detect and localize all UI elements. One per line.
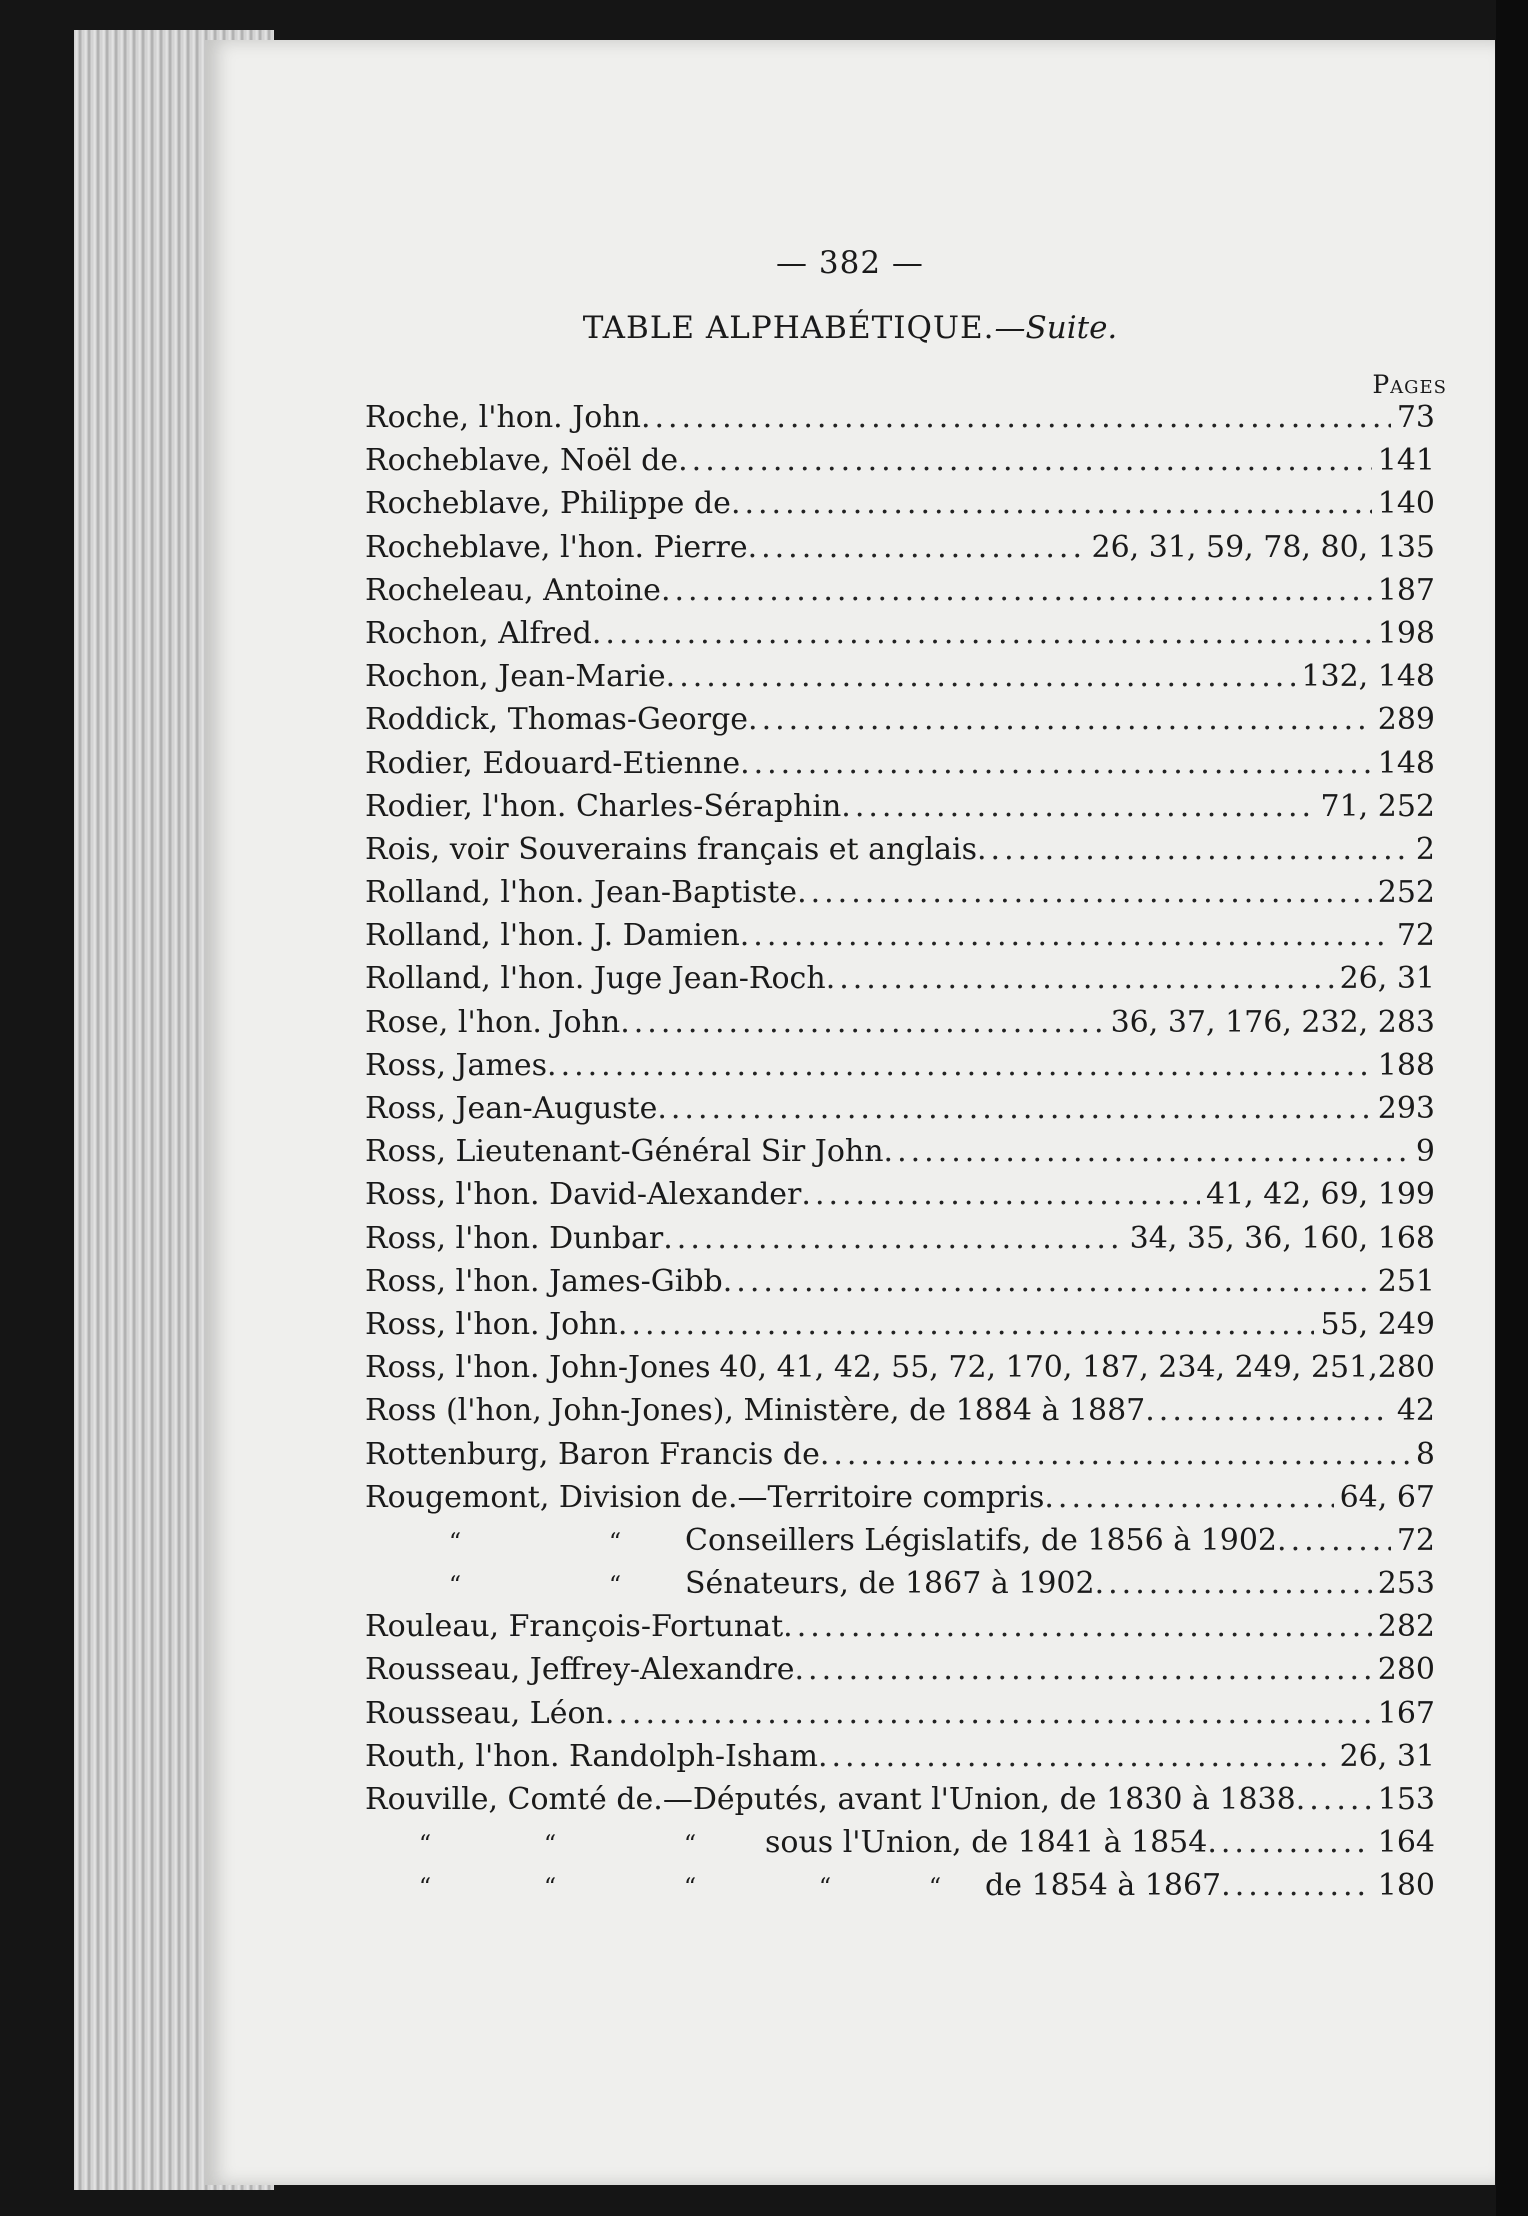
leader-dots [801, 1173, 1200, 1216]
entry-pages: 26, 31 [1339, 1738, 1435, 1774]
index-entry [365, 1389, 1435, 1432]
leader-dots [841, 785, 1314, 828]
leader-dots [797, 871, 1372, 914]
index-entry [365, 914, 1435, 957]
index-entry [365, 957, 1435, 1000]
leader-dots [605, 1692, 1372, 1735]
subentry-text: sous l'Union, de 1841 à 1854 [765, 1825, 1208, 1861]
index-entry [365, 1735, 1435, 1778]
entry-name: Ross, l'hon. David-Alexander [365, 1177, 802, 1213]
entry-pages: 188 [1377, 1047, 1435, 1083]
index-entry [365, 1001, 1435, 1044]
entry-name [365, 1562, 1095, 1605]
leader-dots [661, 569, 1372, 612]
index-entry [365, 396, 1435, 439]
index-entry [365, 1130, 1435, 1173]
entry-name: Rocheblave, Philippe de [365, 486, 731, 522]
index-entry [365, 1173, 1435, 1216]
entry-pages: 132, 148 [1301, 659, 1435, 695]
book-page [205, 40, 1495, 2185]
entry-name: Ross, Lieutenant-Général Sir John [365, 1134, 884, 1170]
ditto-mark: “ [683, 1873, 697, 1902]
entry-name: Ross, l'hon. John [365, 1306, 618, 1342]
ditto-mark: “ [608, 1527, 622, 1556]
subentry-text: de 1854 à 1867 [985, 1868, 1222, 1904]
entry-name: Rois, voir Souverains français et anglais [365, 831, 977, 867]
entry-name: Roddick, Thomas-George [365, 702, 749, 738]
entry-name: Rocheleau, Antoine [365, 572, 661, 608]
index-entry [365, 1433, 1435, 1476]
ditto-mark: “ [418, 1830, 432, 1859]
entry-pages: 41, 42, 69, 199 [1206, 1177, 1435, 1213]
entry-name: Ross, l'hon. Dunbar [365, 1220, 664, 1256]
index-entry [365, 742, 1435, 785]
entry-pages: 280 [1377, 1652, 1435, 1688]
entry-name: Rolland, l'hon. Jean-Baptiste [365, 875, 798, 911]
index-entry [365, 698, 1435, 741]
entry-pages: 180 [1377, 1868, 1435, 1904]
leader-dots [666, 655, 1296, 698]
index-subentry [365, 1821, 1435, 1864]
entry-name: Rolland, l'hon. J. Damien [365, 918, 740, 954]
entry-name: Rose, l'hon. John [365, 1004, 621, 1040]
index-entry [365, 1692, 1435, 1735]
ditto-mark: “ [448, 1527, 462, 1556]
entry-name: Rouville, Comté de.—Députés, avant l'Union, de 1830 à 1838 [365, 1782, 1296, 1817]
leader-dots [795, 1648, 1372, 1691]
entry-pages: 40, 41, 42, 55, 72, 170, 187, 234, 249, 251,280 [719, 1350, 1435, 1386]
leader-dots [641, 396, 1391, 439]
entry-name: Rottenburg, Baron Francis de [365, 1436, 820, 1472]
ditto-mark: “ [418, 1873, 432, 1902]
ditto-mark: “ [928, 1873, 942, 1902]
entry-pages: 71, 252 [1320, 788, 1435, 824]
ditto-mark: “ [448, 1571, 462, 1600]
entry-name: Rochon, Alfred [365, 615, 592, 651]
leader-dots [678, 439, 1372, 482]
entry-name: Rousseau, Jeffrey-Alexandre [365, 1652, 795, 1688]
entry-name: Roche, l'hon. John [365, 400, 641, 435]
leader-dots [1095, 1562, 1372, 1605]
entry-name: Ross (l'hon, John-Jones), Ministère, de 1884 à 1887 [365, 1393, 1146, 1429]
entry-pages: 72 [1396, 918, 1435, 954]
leader-dots [748, 526, 1086, 569]
leader-dots [818, 1735, 1334, 1778]
entry-name: Ross, l'hon. James-Gibb [365, 1263, 723, 1299]
entry-pages: 55, 249 [1320, 1306, 1435, 1342]
entry-pages: 251 [1377, 1263, 1435, 1299]
index-subentry [365, 1519, 1435, 1562]
index-entry [365, 1217, 1435, 1260]
entry-pages: 164 [1377, 1825, 1435, 1861]
title-main: TABLE ALPHABÉTIQUE. [582, 310, 995, 346]
entry-pages: 148 [1377, 745, 1435, 781]
entry-pages: 73 [1396, 400, 1435, 435]
entry-name: Ross, James [365, 1047, 548, 1083]
entry-pages: 34, 35, 36, 160, 168 [1129, 1220, 1435, 1256]
entry-name [365, 1864, 1221, 1907]
leader-dots [1207, 1821, 1371, 1864]
leader-dots [731, 482, 1372, 525]
leader-dots [547, 1044, 1372, 1087]
entry-pages: 9 [1415, 1134, 1435, 1170]
leader-dots [657, 1087, 1371, 1130]
index-entry [365, 569, 1435, 612]
entry-pages: 42 [1396, 1393, 1435, 1429]
entry-pages: 253 [1377, 1566, 1435, 1602]
index-entry [365, 785, 1435, 828]
entry-pages: 187 [1377, 572, 1435, 608]
leader-dots [820, 1433, 1410, 1476]
ditto-mark: “ [683, 1830, 697, 1859]
entry-name: Rougemont, Division de.—Territoire compris [365, 1479, 1045, 1515]
index-entries [365, 396, 1435, 1908]
ditto-mark: “ [818, 1873, 832, 1902]
entry-name: Rodier, Edouard-Etienne [365, 745, 741, 781]
entry-pages: 2 [1415, 831, 1435, 867]
index-entry [365, 439, 1435, 482]
ditto-mark: “ [543, 1873, 557, 1902]
leader-dots [592, 612, 1372, 655]
entry-pages: 8 [1415, 1436, 1435, 1472]
leader-dots [620, 1001, 1104, 1044]
leader-dots [1296, 1778, 1372, 1821]
index-entry [365, 828, 1435, 871]
leader-dots [740, 914, 1391, 957]
index-entry [365, 1303, 1435, 1346]
entry-pages: 64, 67 [1339, 1479, 1435, 1515]
page-title [205, 310, 1495, 346]
entry-pages: 289 [1377, 702, 1435, 738]
entry-name: Rolland, l'hon. Juge Jean-Roch [365, 961, 826, 997]
entry-name: Routh, l'hon. Randolph-Isham [365, 1738, 818, 1774]
leader-dots [977, 828, 1410, 871]
ditto-mark: “ [543, 1830, 557, 1859]
book-spine-shadow [1496, 0, 1528, 2216]
leader-dots [884, 1130, 1410, 1173]
index-entry [365, 1346, 1435, 1389]
entry-pages: 198 [1377, 615, 1435, 651]
leader-dots [1145, 1389, 1391, 1432]
entry-pages: 167 [1377, 1695, 1435, 1731]
index-entry [365, 482, 1435, 525]
entry-name [365, 1519, 1277, 1562]
index-entry [365, 1605, 1435, 1648]
pages-column-header: Pages [1372, 370, 1447, 399]
entry-name: Rocheblave, Noël de [365, 443, 679, 479]
entry-pages: 26, 31, 59, 78, 80, 135 [1091, 529, 1435, 565]
entry-name: Ross, Jean-Auguste [365, 1091, 658, 1126]
leader-dots [1221, 1864, 1372, 1907]
index-entry [365, 1648, 1435, 1691]
subentry-text: Sénateurs, de 1867 à 1902 [685, 1566, 1095, 1602]
leader-dots [783, 1605, 1372, 1648]
entry-name: Ross, l'hon. John-Jones [365, 1350, 711, 1386]
leader-dots [663, 1217, 1123, 1260]
index-subentry [365, 1864, 1435, 1907]
entry-pages: 252 [1377, 875, 1435, 911]
index-entry [365, 1778, 1435, 1821]
leader-dots [740, 742, 1372, 785]
entry-pages: 36, 37, 176, 232, 283 [1110, 1004, 1435, 1040]
entry-pages: 72 [1396, 1522, 1435, 1558]
entry-name: Rodier, l'hon. Charles-Séraphin [365, 788, 842, 824]
leader-dots [1044, 1476, 1333, 1519]
entry-name: Rousseau, Léon [365, 1695, 605, 1731]
subentry-text: Conseillers Législatifs, de 1856 à 1902 [685, 1522, 1278, 1558]
index-entry [365, 612, 1435, 655]
index-subentry [365, 1562, 1435, 1605]
ditto-mark: “ [608, 1571, 622, 1600]
entry-name: Rochon, Jean-Marie [365, 659, 666, 695]
entry-name: Rouleau, François-Fortunat [365, 1609, 784, 1645]
index-entry [365, 655, 1435, 698]
entry-pages: 282 [1377, 1609, 1435, 1645]
index-entry [365, 1260, 1435, 1303]
page-number: — 382 — [776, 245, 924, 281]
entry-name: Rocheblave, l'hon. Pierre [365, 529, 748, 565]
index-entry [365, 1476, 1435, 1519]
leader-dots [618, 1303, 1315, 1346]
entry-pages: 153 [1377, 1782, 1435, 1817]
leader-dots [748, 698, 1372, 741]
leader-dots [1277, 1519, 1391, 1562]
leader-dots [723, 1260, 1372, 1303]
title-suffix: —Suite. [994, 310, 1118, 346]
entry-pages: 26, 31 [1339, 961, 1435, 997]
entry-pages: 293 [1377, 1091, 1435, 1126]
index-entry [365, 526, 1435, 569]
index-entry [365, 871, 1435, 914]
entry-name [365, 1821, 1207, 1864]
index-entry [365, 1087, 1435, 1130]
leader-dots [826, 957, 1334, 1000]
entry-pages: 141 [1377, 443, 1435, 479]
entry-pages: 140 [1377, 486, 1435, 522]
index-entry [365, 1044, 1435, 1087]
